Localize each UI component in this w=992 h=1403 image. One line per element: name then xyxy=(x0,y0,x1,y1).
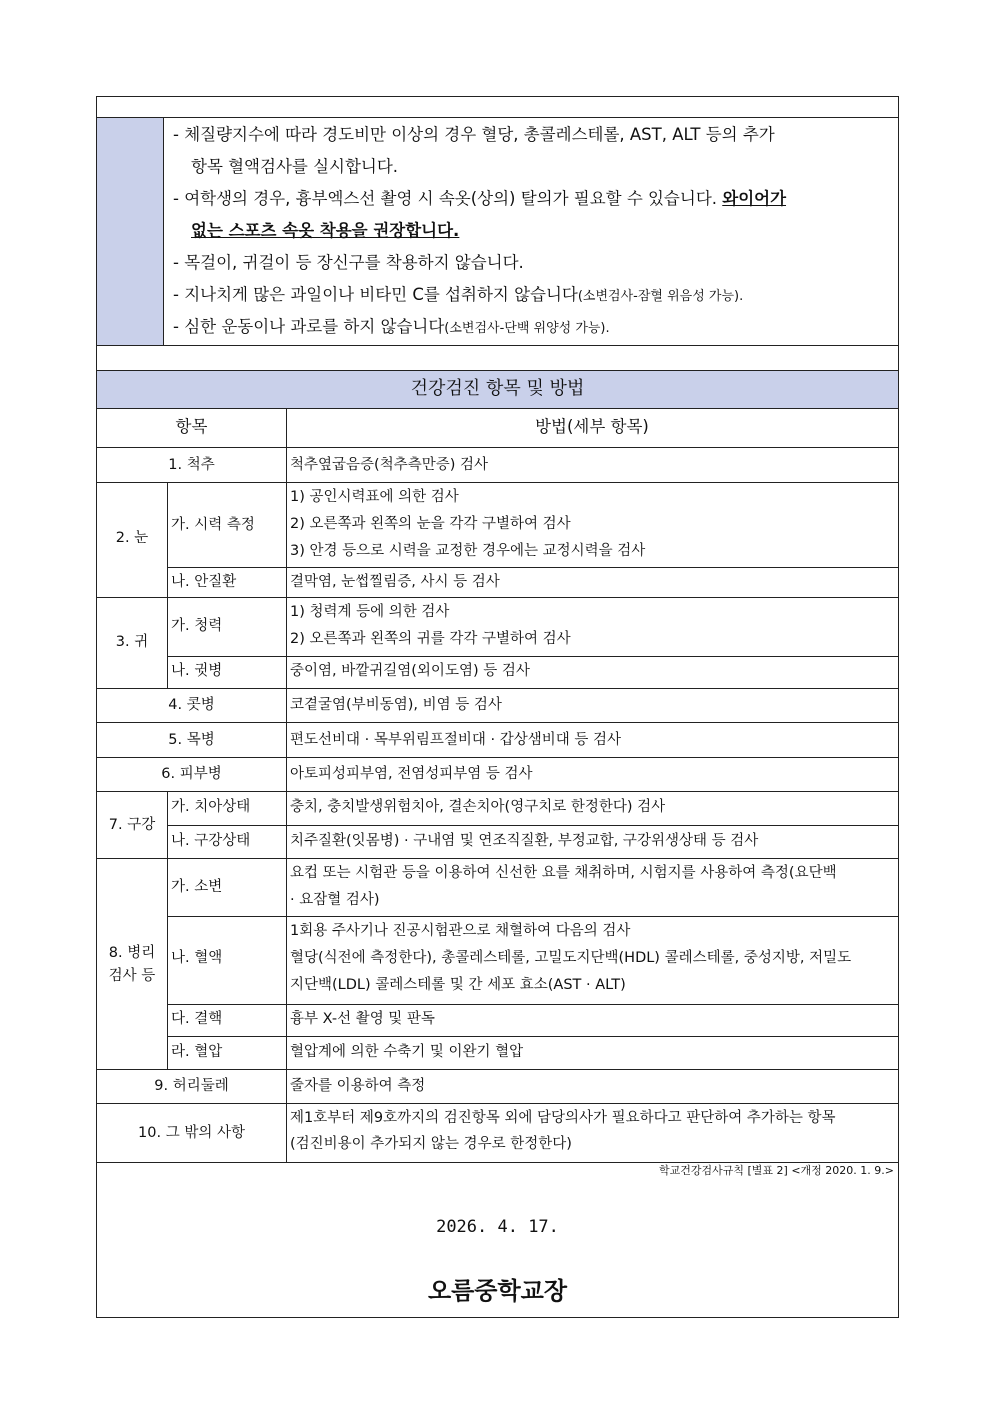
divider xyxy=(167,791,168,1069)
divider xyxy=(167,1004,898,1005)
divider xyxy=(97,408,898,409)
row-throat-method: 편도선비대 · 목부위림프절비대 · 갑상샘비대 등 검사 xyxy=(290,732,622,748)
note-xray-bold-end: 없는 스포츠 속옷 착용을 권장합니다. xyxy=(191,221,460,240)
row-eye-label: 2. 눈 xyxy=(115,530,149,546)
note-vitamin-text: - 지나치게 많은 과일이나 비타민 C를 섭취하지 않습니다 xyxy=(173,285,578,304)
row-path-bp-label: 라. 혈압 xyxy=(171,1044,223,1060)
row-eye-vision-line1: 1) 공인시력표에 의한 검사 xyxy=(290,489,459,505)
divider xyxy=(97,447,898,448)
divider xyxy=(167,656,898,657)
row-path-urine-line1: 요컵 또는 시험관 등을 이용하여 신선한 요를 채취하며, 시험지를 사용하여 측정(요단백 xyxy=(290,865,837,881)
signature: 오름중학교장 xyxy=(427,1277,568,1305)
note-xray-line2 xyxy=(191,220,459,242)
divider xyxy=(97,791,898,792)
row-path-blood-line2: 혈당(식전에 측정한다), 총콜레스테롤, 고밀도지단백(HDL) 콜레스테롤, 중성지방, 저밀도 xyxy=(290,950,852,966)
row-other-line2: (검진비용이 추가되지 않는 경우로 한정한다) xyxy=(290,1136,572,1152)
note-vitamin-small: (소변검사-잠혈 위음성 가능). xyxy=(577,289,744,304)
note-xray-line1 xyxy=(173,188,786,210)
row-other-line1: 제1호부터 제9호까지의 검진항목 외에 담당의사가 필요하다고 판단하여 추가하는 항목 xyxy=(290,1110,836,1126)
divider xyxy=(167,916,898,917)
row-oral-label: 7. 구강 xyxy=(108,817,156,833)
row-eye-disease-method: 결막염, 눈썹찔림증, 사시 등 검사 xyxy=(290,574,500,590)
table-title: 건강검진 항목 및 방법 xyxy=(410,378,585,399)
row-path-tb-label: 다. 결핵 xyxy=(171,1011,223,1027)
row-path-urine-line2: · 요잠혈 검사) xyxy=(290,892,380,908)
divider xyxy=(286,408,287,1162)
divider xyxy=(97,345,898,346)
divider xyxy=(163,117,164,345)
note-exercise xyxy=(173,316,610,340)
document-date: 2026. 4. 17. xyxy=(436,1217,559,1237)
divider xyxy=(97,597,898,598)
row-eye-vision-line3: 3) 안경 등으로 시력을 교정한 경우에는 교정시력을 검사 xyxy=(290,543,646,559)
row-oral-teeth-label: 가. 치아상태 xyxy=(171,799,251,815)
divider xyxy=(97,1103,898,1104)
row-oral-mouth-label: 나. 구강상태 xyxy=(171,833,251,849)
row-ear-hearing-label: 가. 청력 xyxy=(171,618,223,634)
note-xray-plain: - 여학생의 경우, 흉부엑스선 촬영 시 속옷(상의) 탈의가 필요할 수 있습니다. xyxy=(173,189,717,208)
row-path-blood-line3: 지단백(LDL) 콜레스테롤 및 간 세포 효소(AST · ALT) xyxy=(290,977,626,993)
header-method: 방법(세부 항목) xyxy=(535,417,649,436)
row-waist-method: 줄자를 이용하여 측정 xyxy=(290,1078,426,1094)
row-eye-disease-label: 나. 안질환 xyxy=(171,574,237,590)
row-ear-label: 3. 귀 xyxy=(115,634,149,650)
notes-side-shade xyxy=(97,117,163,345)
row-spine-label: 1. 척추 xyxy=(168,457,215,473)
divider xyxy=(97,482,898,483)
row-skin-label: 6. 피부병 xyxy=(161,766,222,782)
divider xyxy=(97,688,898,689)
reference-note: 학교건강검사규칙 [별표 2] <개정 2020. 1. 9.> xyxy=(659,1164,894,1177)
note-bmi-line2: 항목 혈액검사를 실시합니다. xyxy=(191,157,399,176)
row-eye-vision-label: 가. 시력 측정 xyxy=(171,517,255,533)
row-nose-method: 코곁굴염(부비동염), 비염 등 검사 xyxy=(290,697,502,713)
row-waist-label: 9. 허리둘레 xyxy=(154,1078,229,1094)
row-ear-disease-label: 나. 귓병 xyxy=(171,663,223,679)
row-spine-method: 척추옆굽음증(척추측만증) 검사 xyxy=(290,457,489,473)
row-path-blood-label: 나. 혈액 xyxy=(171,950,223,966)
header-item: 항목 xyxy=(175,417,208,436)
divider xyxy=(97,858,898,859)
divider xyxy=(167,567,898,568)
row-throat-label: 5. 목병 xyxy=(168,732,215,748)
divider xyxy=(97,722,898,723)
row-path-tb-method: 흉부 X-선 촬영 및 판독 xyxy=(290,1011,435,1027)
row-oral-teeth-method: 충치, 충치발생위험치아, 결손치아(영구치로 한정한다) 검사 xyxy=(290,799,666,815)
row-ear-disease-method: 중이염, 바깥귀길염(외이도염) 등 검사 xyxy=(290,663,530,679)
row-path-label-line2: 검사 등 xyxy=(108,968,156,984)
divider xyxy=(167,825,898,826)
row-nose-label: 4. 콧병 xyxy=(168,697,215,713)
row-skin-method: 아토피성피부염, 전염성피부염 등 검사 xyxy=(290,766,533,782)
note-exercise-small: (소변검사-단백 위양성 가능). xyxy=(444,321,610,336)
row-path-label-line1: 8. 병리 xyxy=(108,945,156,961)
divider xyxy=(167,482,168,688)
row-eye-vision-line2: 2) 오른쪽과 왼쪽의 눈을 각각 구별하여 검사 xyxy=(290,516,571,532)
row-ear-hearing-line2: 2) 오른쪽과 왼쪽의 귀를 각각 구별하여 검사 xyxy=(290,631,571,647)
row-path-urine-label: 가. 소변 xyxy=(171,879,223,895)
row-path-blood-line1: 1회용 주사기나 진공시험관으로 채혈하여 다음의 검사 xyxy=(290,923,631,939)
note-jewelry: - 목걸이, 귀걸이 등 장신구를 착용하지 않습니다. xyxy=(173,253,524,272)
divider xyxy=(97,1069,898,1070)
note-exercise-text: - 심한 운동이나 과로를 하지 않습니다 xyxy=(173,317,445,336)
note-vitamin xyxy=(173,284,743,308)
row-other-label: 10. 그 밖의 사항 xyxy=(138,1125,245,1141)
row-ear-hearing-line1: 1) 청력계 등에 의한 검사 xyxy=(290,604,450,620)
row-oral-mouth-method: 치주질환(잇몸병) · 구내염 및 연조직질환, 부정교합, 구강위생상태 등 검사 xyxy=(290,833,759,849)
note-xray-bold-start: 와이어가 xyxy=(722,189,787,208)
note-bmi-line1: - 체질량지수에 따라 경도비만 이상의 경우 혈당, 총콜레스테롤, AST, ALT 등의 추가 xyxy=(173,125,775,144)
divider xyxy=(167,1036,898,1037)
divider xyxy=(97,117,898,118)
row-path-bp-method: 혈압계에 의한 수축기 및 이완기 혈압 xyxy=(290,1044,524,1060)
document-frame xyxy=(96,96,899,1318)
divider xyxy=(97,757,898,758)
